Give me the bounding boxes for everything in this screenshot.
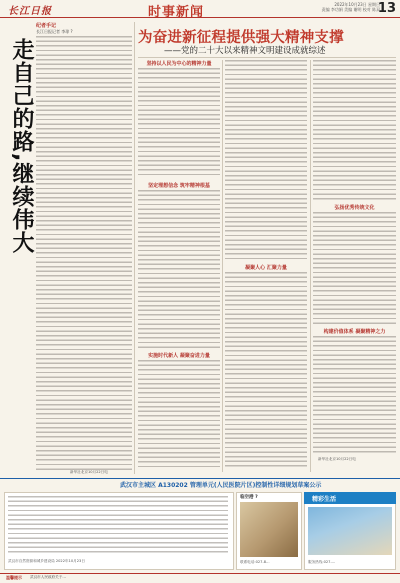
issue-date-text: 2022年10月23日 星期日 — [334, 2, 380, 7]
main-col3-body-3 — [313, 336, 396, 454]
right-ad-caption: 服务热线:027-… — [308, 560, 336, 564]
subhead-5: 实施时代新人 凝聚奋进力量 — [148, 353, 210, 359]
newspaper-logo: 长江日报 — [8, 6, 52, 17]
left-headline: 走自己的路,继续伟大 — [9, 38, 34, 255]
footer-label: 温馨提示 — [6, 575, 22, 580]
subhead-6: 构建价值体系 凝聚精神之力 — [323, 329, 386, 335]
middle-ad-caption: 联系电话:027-8… — [240, 560, 270, 564]
main-col1-body-3 — [138, 360, 220, 470]
main-col1-body-2 — [138, 190, 220, 350]
column-divider — [310, 60, 311, 472]
section-title: 时事新闻 — [148, 5, 205, 20]
left-author: 长江日报记者 李琼 ? — [36, 29, 73, 34]
footer-text: 武汉市人民政府关于… — [30, 575, 66, 579]
column-divider — [222, 60, 223, 472]
right-ad-photo — [308, 507, 392, 555]
column-divider — [134, 22, 135, 474]
headline-rule — [138, 57, 396, 58]
main-col2-body — [225, 60, 307, 260]
left-article-body — [36, 36, 132, 470]
middle-ad-title: 临空港 ? — [240, 495, 258, 500]
middle-ad-photo — [240, 502, 298, 557]
public-notice-footer: 武汉市自然资源和城乡建设局 2022年10月23日 — [8, 559, 85, 563]
main-subtitle: ——党的二十大以来精神文明建设成就综述 — [164, 46, 326, 56]
ad-headline: 武汉市主城区 A130202 管理单元(人民医院片区)控制性详细规划草案公示 — [120, 482, 322, 489]
left-article-byline: 新华社北京10月22日电 — [70, 470, 108, 474]
subhead-3: 凝聚人心 汇聚力量 — [245, 265, 287, 271]
issue-date — [322, 2, 380, 12]
column-tag: 纪者手记 — [36, 23, 57, 29]
main-article-byline: 新华社北京10月22日电 — [318, 457, 356, 461]
subhead-2: 坚定理想信念 筑牢精神根基 — [148, 183, 210, 189]
main-col1-body — [138, 68, 220, 178]
subhead-4: 弘扬优秀传统文化 — [334, 205, 375, 211]
page-number: 13 — [377, 1, 396, 16]
right-ad-title: 精彩生活 — [312, 496, 337, 503]
subhead-1: 坚持以人民为中心的精神力量 — [146, 61, 212, 67]
public-notice-body — [8, 496, 228, 556]
main-col3-body — [313, 60, 396, 200]
main-headline: 为奋进新征程提供强大精神支撑 — [138, 30, 344, 46]
main-col3-body-2 — [313, 212, 396, 324]
editor-credits: 责编 李功娟 美编 谢明 校对 陈双 — [321, 7, 380, 12]
main-col2-body-2 — [225, 272, 307, 470]
